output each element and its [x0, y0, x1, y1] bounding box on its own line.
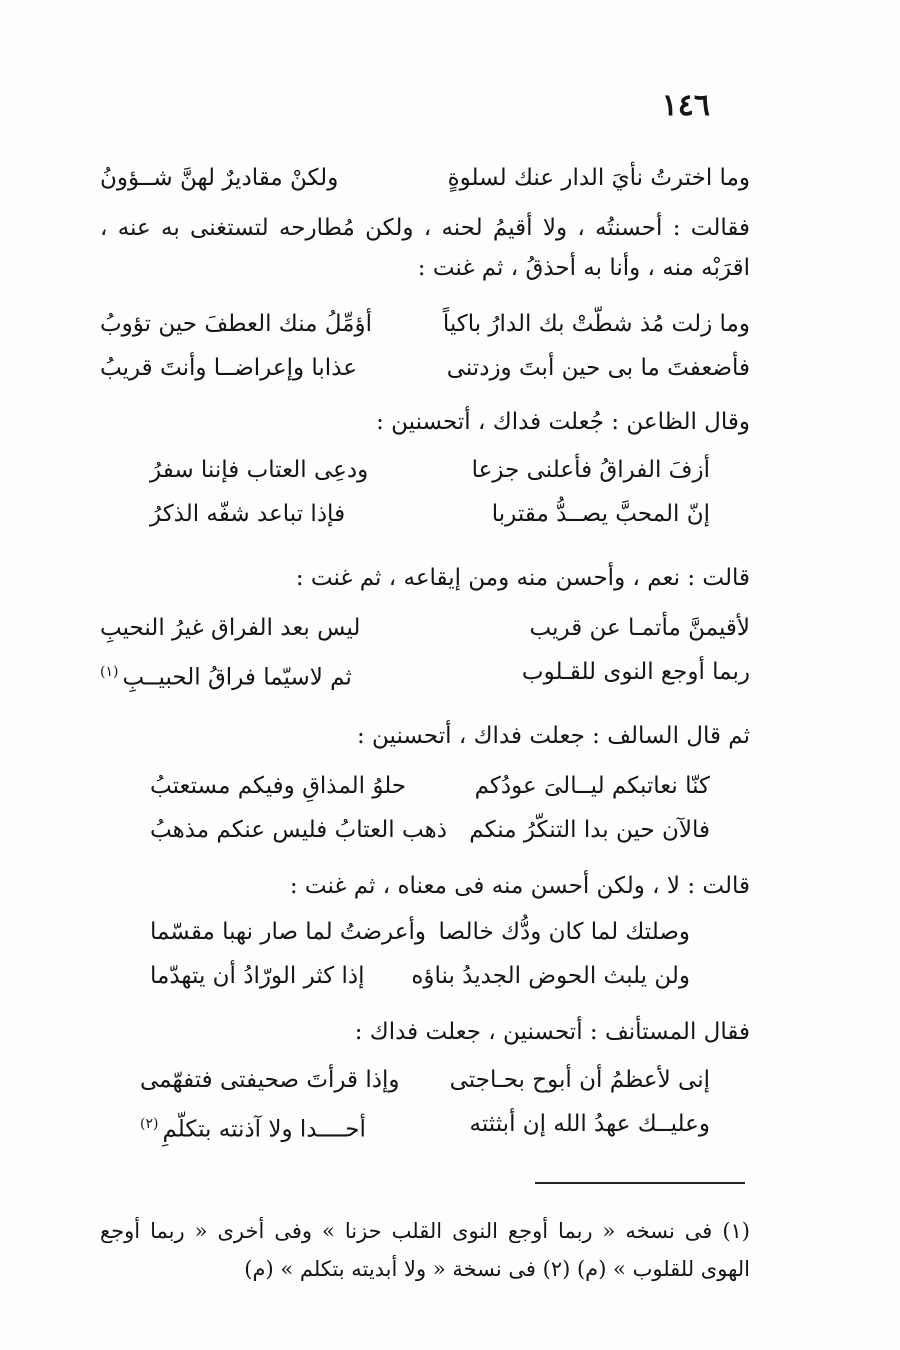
verse-hemistich-first: لأقيمنَّ مأتمـا عن قريب: [529, 615, 750, 641]
verse-line: [140, 1058, 710, 1102]
prose-paragraph: فقالت : أحسنتُه ، ولا أقيمُ لحنه ، ولكن مُطارحه لتستغنى به عنه ، اقرَبْه منه ، وأنا به أحذقُ ، ثم غنت :: [100, 215, 750, 281]
verse-group-2: [100, 302, 750, 390]
footnotes: (١) فى نسخه « ربما أوجع النوى القلب حزنا » وفى أخرى « ربما أوجع الهوى للقلوب » (م) (٢) فى نسخة « ولا أبديته بتكلم » (م): [100, 1219, 750, 1281]
verse-hemistich-second: أؤمِّلُ منك العطفَ حين تؤوبُ: [100, 311, 373, 337]
verse-hemistich-first: ربما أوجع النوى للقـلوب: [521, 659, 750, 685]
verse-hemistich-first: وعليــك عهدُ الله إن أبثثته: [469, 1111, 710, 1137]
verse-group-3: [150, 448, 710, 536]
verse-hemistich-second: عذابا وإعراضــا وأنتَ قريبُ: [100, 355, 357, 381]
verse-hemistich-second: ذهب العتابُ فليس عنكم مذهبُ: [150, 817, 447, 843]
verse-hemistich-first: وصلتك لما كان ودُّك خالصا: [438, 919, 690, 945]
verse-hemistich-second: فإذا تباعد شفّه الذكرُ: [150, 501, 346, 527]
verse-hemistich-first: وما زلت مُذ شطّتْ بك الدارُ باكياً: [442, 311, 750, 337]
verse-line: [100, 156, 750, 200]
verse-hemistich-first: كنّا نعاتبكم ليــالىَ عودُكم: [474, 773, 710, 799]
verse-group-4: [100, 606, 750, 694]
verse-hemistich-second: وأعرضتُ لما صار نهبا مقسّما: [150, 919, 426, 945]
verse-hemistich-second: إذا كثر الورّادُ أن يتهدّما: [150, 963, 365, 989]
verse-text: ثم لاسيّما فراقُ الحبيــبِ: [122, 664, 352, 691]
verse-hemistich-second: حلوُ المذاقِ وفيكم مستعتبُ: [150, 773, 407, 799]
verse-line: [100, 302, 750, 346]
verse-line: [150, 910, 690, 954]
verse-line: [150, 808, 710, 852]
footnote-marker: (٢): [140, 1116, 159, 1132]
verse-text: أحــــدا ولا آذنته بتكلّمِ: [162, 1116, 366, 1143]
footnote-marker: (١): [100, 664, 119, 680]
verse-group-5: [150, 764, 710, 852]
verse-hemistich-first: وما اخترتُ نأيَ الدار عنك لسلوةٍ: [447, 165, 750, 191]
verse-hemistich-second: [140, 1102, 366, 1146]
prose-paragraph: فقال المستأنف : أتحسنين ، جعلت فداك :: [354, 1019, 750, 1045]
verse-line: [150, 954, 690, 998]
verse-hemistich-first: إنى لأعظمُ أن أبوح بحـاجتى: [449, 1067, 710, 1093]
verse-group-6: [150, 910, 690, 998]
prose-paragraph: قالت : نعم ، وأحسن منه ومن إيقاعه ، ثم غنت :: [295, 565, 750, 591]
verse-line: [140, 1102, 710, 1146]
footnote-divider: [535, 1182, 745, 1184]
verse-line: [150, 492, 710, 536]
prose-paragraph: ثم قال السالف : جعلت فداك ، أتحسنين :: [356, 723, 750, 749]
verse-line: [150, 764, 710, 808]
verse-hemistich-first: فالآن حين بدا التنكّرُ منكم: [469, 817, 710, 843]
verse-hemistich-first: إنّ المحبَّ يصــدُّ مقتربا: [491, 501, 710, 527]
verse-hemistich-first: فأضعفتَ ما بى حين أبتَ وزدتنى: [446, 355, 750, 381]
verse-line: [100, 346, 750, 390]
verse-hemistich-second: [100, 650, 352, 694]
verse-line: [100, 606, 750, 650]
verse-hemistich-first: ولن يلبث الحوض الجديدُ بناؤه: [411, 963, 690, 989]
verse-group-1: [100, 156, 750, 200]
prose-paragraph: وقال الظاعن : جُعلت فداك ، أتحسنين :: [376, 409, 750, 435]
verse-hemistich-second: ولكنْ مقاديرٌ لهنَّ شــؤونُ: [100, 165, 339, 191]
verse-hemistich-second: ليس بعد الفراق غيرُ النحيبِ: [100, 615, 361, 641]
prose-paragraph: قالت : لا ، ولكن أحسن منه فى معناه ، ثم غنت :: [289, 873, 750, 899]
verse-hemistich-second: وإذا قرأتَ صحيفتى فتفهّمى: [140, 1067, 400, 1093]
verse-line: [150, 448, 710, 492]
verse-hemistich-second: ودعِى العتاب فإننا سفرُ: [150, 457, 369, 483]
verse-line: [100, 650, 750, 694]
verse-hemistich-first: أزفَ الفراقُ فأعلنى جزعا: [471, 457, 710, 483]
page-number: ١٤٦: [661, 88, 710, 123]
verse-group-7: [140, 1058, 710, 1146]
